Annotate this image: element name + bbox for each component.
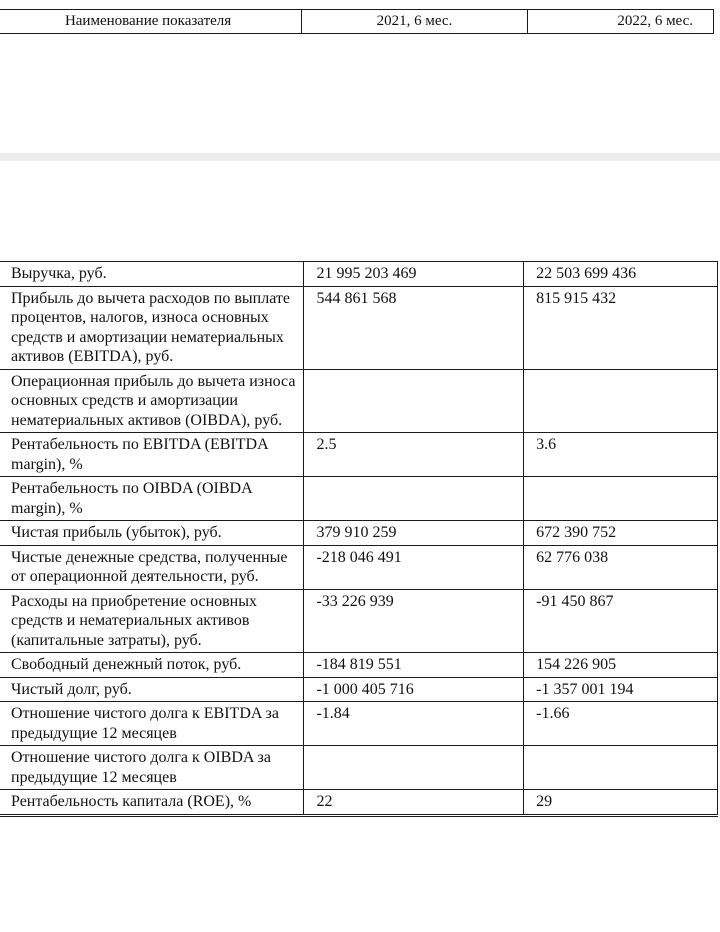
value-2022-cell: 3.6 (524, 433, 718, 477)
value-2021-cell: 22 (304, 790, 524, 816)
table-row (0, 545, 718, 589)
value-2022-cell: 672 390 752 (524, 521, 718, 546)
value-2021-cell: 379 910 259 (304, 521, 524, 546)
indicator-name-cell: Отношение чистого долга к EBITDA за предыдущие 12 месяцев (0, 702, 304, 746)
indicator-name-cell: Выручка, руб. (0, 262, 304, 287)
header-indicator-name: Наименование показателя (0, 10, 302, 34)
value-2022-cell: -1 357 001 194 (524, 677, 718, 702)
page-separator (0, 153, 720, 161)
value-2021-cell: 2.5 (304, 433, 524, 477)
value-2022-cell: 29 (524, 790, 718, 816)
table-row (0, 477, 718, 521)
value-2021-cell: -33 226 939 (304, 589, 524, 653)
value-2021-cell (304, 369, 524, 433)
table-row (0, 790, 718, 816)
table-row (0, 369, 718, 433)
value-2022-cell: 815 915 432 (524, 286, 718, 369)
value-2021-cell: -1.84 (304, 702, 524, 746)
table-row (0, 262, 718, 287)
value-2021-cell: -1 000 405 716 (304, 677, 524, 702)
indicator-name-cell: Чистые денежные средства, полученные от операционной деятельности, руб. (0, 545, 304, 589)
header-row (0, 10, 714, 34)
value-2022-cell: 154 226 905 (524, 653, 718, 678)
value-2021-cell: 544 861 568 (304, 286, 524, 369)
table-row (0, 746, 718, 790)
indicator-name-cell: Рентабельность по OIBDA (OIBDA margin), % (0, 477, 304, 521)
value-2022-cell: -1.66 (524, 702, 718, 746)
table-row (0, 677, 718, 702)
indicator-name-cell: Рентабельность капитала (ROE), % (0, 790, 304, 816)
table-row (0, 433, 718, 477)
indicator-name-cell: Прибыль до вычета расходов по выплате процентов, налогов, износа основных средств и амортизации нематериальных активов (EBITDA), руб. (0, 286, 304, 369)
value-2022-cell: -91 450 867 (524, 589, 718, 653)
value-2021-cell: -184 819 551 (304, 653, 524, 678)
value-2022-cell (524, 477, 718, 521)
header-2021-6m: 2021, 6 мес. (302, 10, 528, 34)
indicator-name-cell: Операционная прибыль до вычета износа основных средств и амортизации нематериальных активов (OIBDA), руб. (0, 369, 304, 433)
table-row (0, 521, 718, 546)
header-table (0, 9, 714, 34)
value-2022-cell: 62 776 038 (524, 545, 718, 589)
indicator-name-cell: Отношение чистого долга к OIBDA за предыдущие 12 месяцев (0, 746, 304, 790)
indicator-name-cell: Рентабельность по EBITDA (EBITDA margin), % (0, 433, 304, 477)
indicator-name-cell: Расходы на приобретение основных средств и нематериальных активов (капитальные затраты), руб. (0, 589, 304, 653)
value-2022-cell: 22 503 699 436 (524, 262, 718, 287)
indicators-table (0, 261, 718, 817)
value-2021-cell (304, 746, 524, 790)
value-2021-cell (304, 477, 524, 521)
table-row (0, 286, 718, 369)
table-row (0, 589, 718, 653)
value-2022-cell (524, 369, 718, 433)
header-2022-6m: 2022, 6 мес. (527, 10, 713, 34)
indicator-name-cell: Чистый долг, руб. (0, 677, 304, 702)
table-row (0, 653, 718, 678)
value-2021-cell: 21 995 203 469 (304, 262, 524, 287)
indicator-name-cell: Чистая прибыль (убыток), руб. (0, 521, 304, 546)
value-2021-cell: -218 046 491 (304, 545, 524, 589)
indicator-name-cell: Свободный денежный поток, руб. (0, 653, 304, 678)
value-2022-cell (524, 746, 718, 790)
table-row (0, 702, 718, 746)
